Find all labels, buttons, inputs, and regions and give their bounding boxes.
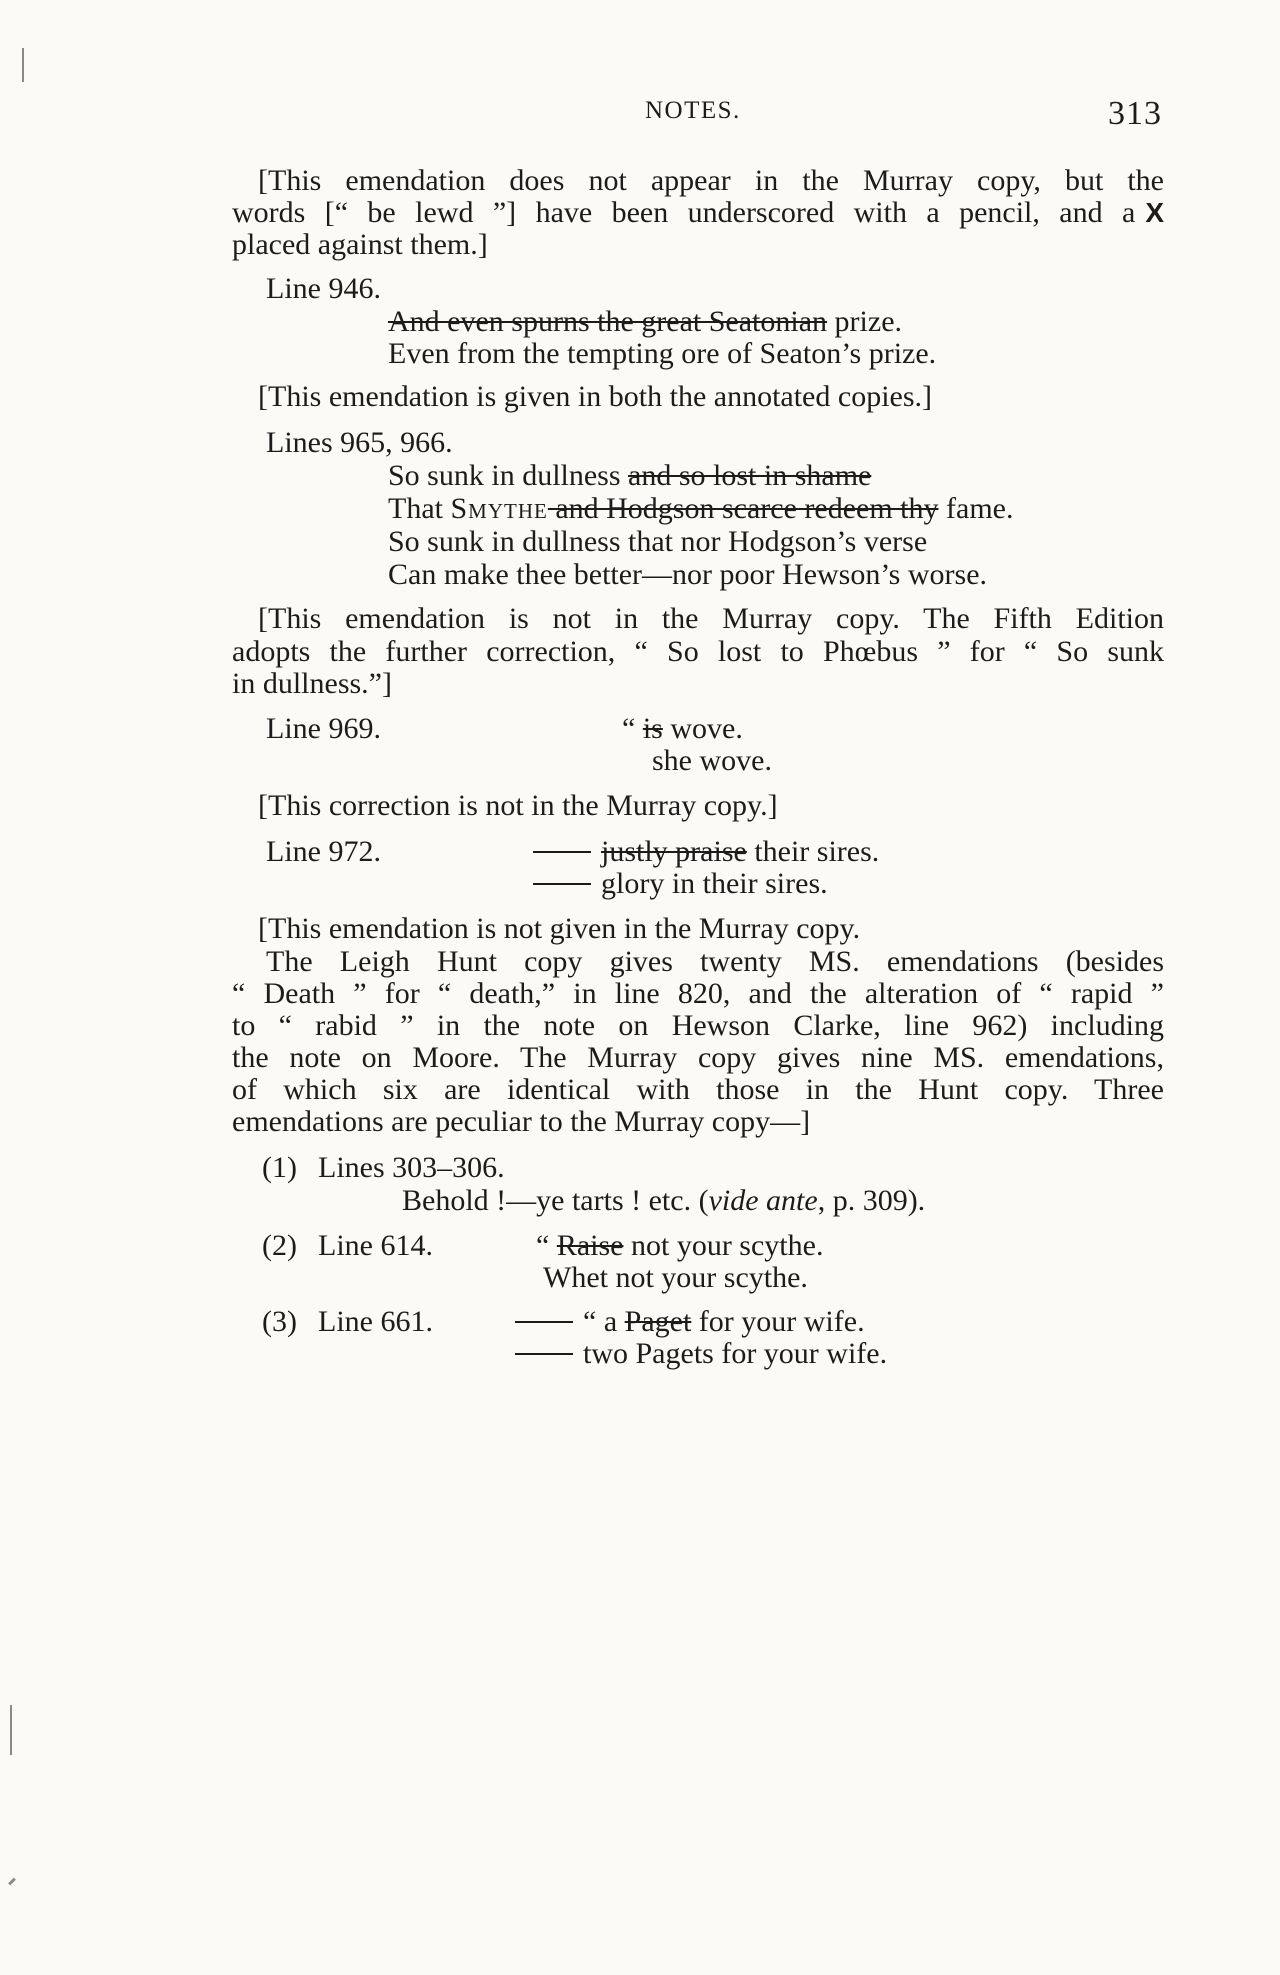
note946: [This emendation is given in both the annotated copies.] [258,380,933,413]
leigh-line2: “ Death ” for “ death,” in line 820, and the alteration of “ rapid ” [232,977,1164,1010]
leigh-line6: emendations are peculiar to the Murray copy—] [232,1105,811,1138]
line972-struck: justly praise [601,835,747,868]
para1-line2 [232,197,1164,229]
line969-old [622,713,743,745]
item3-quote: “ a [583,1305,625,1338]
lines965-verse1-struck: and so lost in shame [628,459,872,492]
note972: [This emendation is not given in the Murray copy. [258,912,861,945]
item2-num: (2) [262,1229,297,1262]
lines965-label: Lines 965, 966. [266,426,453,459]
line972-dash-1 [533,851,591,853]
item3-tail: for your wife. [691,1305,865,1338]
line969-quote: “ [622,712,643,745]
leigh-line5: of which six are identical with those in the Hunt copy. Three [232,1073,1164,1106]
note965-line3: in dullness.”] [232,667,392,700]
line946-struck-tail: prize. [827,305,903,338]
lines965-verse2 [388,493,1014,525]
scan-mark-bottom [10,1705,12,1755]
line972-label: Line 972. [266,835,381,868]
line969-struck: is [642,712,663,745]
item1-num: (1) [262,1151,297,1184]
item3-new [515,1338,887,1370]
line972-old [533,836,879,868]
item3-dash-2 [515,1353,573,1355]
item2-old [536,1230,823,1262]
line946-struck-text: And even spurns the great Seatonian [388,305,828,338]
item3-dash-1 [515,1321,573,1323]
scan-mark-top [22,48,24,82]
para1-line3: placed against them.] [232,228,488,261]
item1-text [402,1185,925,1217]
line946-label: Line 946. [266,272,381,305]
line972-new-text: glory in their sires. [601,867,828,900]
smythe-name: Smythe [450,492,548,525]
scan-mark-corner [8,1878,16,1886]
x-mark: X [1145,197,1164,228]
item1-label: Lines 303–306. [318,1151,505,1184]
para1-line1: [This emendation does not appear in the Murray copy, but the [258,164,1164,197]
lines965-verse1-text: So sunk in dullness [388,459,629,492]
line946-new-verse: Even from the tempting ore of Seaton’s prize. [388,337,937,370]
leigh-line4: the note on Moore. The Murray copy gives nine MS. emendations, [232,1041,1164,1074]
vide-ante: vide ante [708,1184,818,1217]
item3-struck: Paget [624,1305,692,1338]
item2-label: Line 614. [318,1229,433,1262]
item2-quote: “ [536,1229,557,1262]
item3-old [515,1306,865,1338]
note969: [This correction is not in the Murray copy.] [258,789,778,822]
item3-num: (3) [262,1305,297,1338]
lines965-verse2-tail: fame. [938,492,1014,525]
line972-tail: their sires. [746,835,880,868]
item2-tail: not your scythe. [623,1229,824,1262]
line972-dash-2 [533,883,591,885]
item1-text-b: , p. 309). [817,1184,926,1217]
lines965-verse1 [388,460,871,492]
line946-struck-verse [388,306,902,338]
lines965-verse4: Can make thee better—nor poor Hewson’s worse. [388,558,988,591]
note965-line1: [This emendation is not in the Murray copy. The Fifth Edition [258,602,1164,635]
leigh-line1: The Leigh Hunt copy gives twenty MS. emendations (besides [266,945,1164,978]
line969-label: Line 969. [266,712,381,745]
page-number: 313 [1108,95,1162,132]
lines965-verse3: So sunk in dullness that nor Hodgson’s verse [388,525,928,558]
leigh-line3: to “ rabid ” in the note on Hewson Clarke, line 962) including [232,1009,1164,1042]
line969-tail: wove. [662,712,743,745]
item3-new-text: two Pagets for your wife. [583,1337,888,1370]
item2-struck: Raise [556,1229,624,1262]
lines965-verse2-struck: and Hodgson scarce redeem thy [547,492,939,525]
line969-new: she wove. [652,744,772,777]
running-head: NOTES. [645,97,741,124]
para1-line2-text: words [“ be lewd ”] have been underscored with a pencil, and a [232,196,1136,229]
item1-text-a: Behold !—ye tarts ! etc. ( [402,1184,709,1217]
item3-label: Line 661. [318,1305,433,1338]
lines965-verse2-text: That [388,492,451,525]
line972-new [533,868,828,900]
note965-line2: adopts the further correction, “ So lost to Phœbus ” for “ So sunk [232,635,1164,668]
item2-new: Whet not your scythe. [543,1261,808,1294]
